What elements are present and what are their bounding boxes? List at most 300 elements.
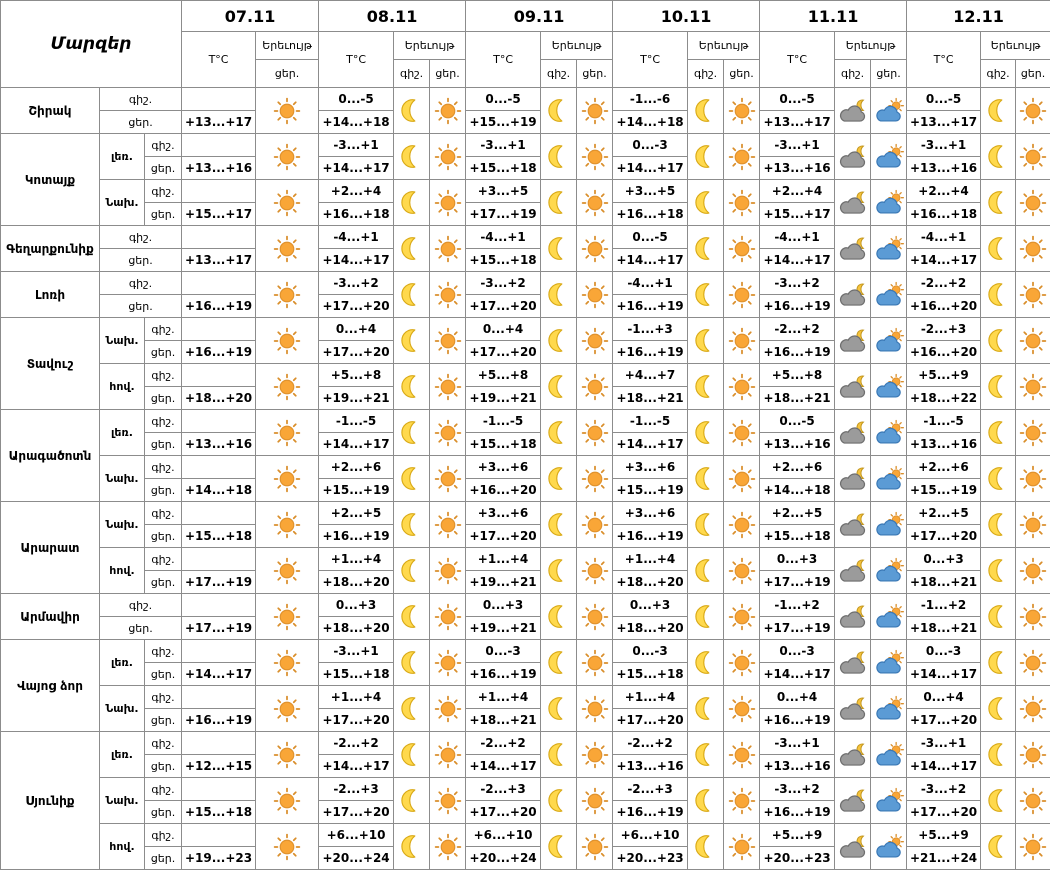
phenomenon-cell [430, 456, 466, 502]
sun-icon [1016, 557, 1050, 585]
day-subheader: ցեր. [871, 60, 907, 88]
sun-icon [724, 419, 759, 447]
phenomenon-cell [688, 686, 724, 732]
night-temp-cell: -3...+2 [319, 272, 394, 295]
cloud-sun-icon [871, 557, 906, 585]
cloud-sun-icon [871, 649, 906, 677]
phenomenon-cell [256, 134, 319, 180]
phenomenon-cell [430, 778, 466, 824]
moon-icon [394, 741, 429, 768]
day-subheader: ցեր. [430, 60, 466, 88]
moon-icon [394, 557, 429, 584]
phenomenon-cell [835, 778, 871, 824]
day-temp-cell: +13...+17 [760, 111, 835, 134]
phenomenon-cell [871, 824, 907, 870]
night-label-cell: գիշ. [145, 686, 182, 709]
phenomenon-cell [541, 364, 577, 410]
region-cell: Սյունիք [1, 732, 100, 870]
phenomenon-cell [394, 456, 430, 502]
day-subheader: ցեր. [724, 60, 760, 88]
day-temp-cell: +18...+21 [760, 387, 835, 410]
sun-icon [256, 465, 318, 493]
day-temp-cell: +14...+17 [319, 433, 394, 456]
moon-icon [688, 511, 723, 538]
phenomenon-cell [541, 502, 577, 548]
cloud-sun-icon [871, 695, 906, 723]
moon-icon [394, 143, 429, 170]
cloud-moon-icon [835, 557, 870, 584]
phenomenon-cell [394, 594, 430, 640]
day-temp-cell: +14...+17 [907, 663, 981, 686]
day-label-cell: ցեր. [100, 249, 182, 272]
night-row [1, 778, 1050, 801]
moon-icon [541, 235, 576, 262]
moon-icon [541, 281, 576, 308]
phenomenon-cell [835, 594, 871, 640]
night-temp-cell [182, 778, 256, 801]
phenomenon-cell [724, 134, 760, 180]
phenomenon-cell [1016, 594, 1050, 640]
phenomenon-cell [835, 410, 871, 456]
night-temp-cell: +2...+5 [907, 502, 981, 525]
night-subheader: գիշ. [981, 60, 1016, 88]
phenomenon-cell [394, 134, 430, 180]
day-temp-cell: +17...+19 [182, 571, 256, 594]
sun-icon [1016, 511, 1050, 539]
night-temp-cell: -2...+3 [319, 778, 394, 801]
day-temp-cell: +20...+24 [466, 847, 541, 870]
sun-icon [577, 557, 612, 585]
phenomenon-cell [835, 640, 871, 686]
night-row [1, 88, 1050, 111]
phenomenon-cell [1016, 134, 1050, 180]
day-label-cell: ցեր. [145, 479, 182, 502]
moon-icon [688, 833, 723, 860]
cloud-sun-icon [871, 833, 906, 861]
night-temp-cell: -3...+1 [907, 134, 981, 157]
cloud-sun-icon [871, 281, 906, 309]
sun-icon [724, 327, 759, 355]
moon-icon [541, 465, 576, 492]
zone-cell: լեռ. [100, 134, 145, 180]
sun-icon [430, 741, 465, 769]
night-temp-cell: +1...+4 [466, 548, 541, 571]
phenomenon-cell [724, 824, 760, 870]
day-label-cell: ցեր. [145, 709, 182, 732]
phenomenon-cell [688, 824, 724, 870]
temp-column-header: T°C [466, 32, 541, 88]
sun-icon [577, 695, 612, 723]
day-temp-cell: +13...+17 [182, 249, 256, 272]
cloud-moon-icon [835, 327, 870, 354]
moon-icon [688, 557, 723, 584]
night-temp-cell: +5...+9 [907, 364, 981, 387]
phenomenon-cell [256, 548, 319, 594]
night-label-cell: գիշ. [145, 640, 182, 663]
phenomenon-cell [394, 502, 430, 548]
phenomenon-column-header: Երեւույթ [394, 32, 466, 60]
moon-icon [981, 511, 1015, 538]
moon-icon [688, 787, 723, 814]
cloud-moon-icon [835, 143, 870, 170]
day-label-cell: ցեր. [145, 341, 182, 364]
phenomenon-cell [541, 686, 577, 732]
phenomenon-cell [430, 824, 466, 870]
moon-icon [981, 97, 1015, 124]
phenomenon-cell [981, 640, 1016, 686]
zone-cell: Նախ. [100, 778, 145, 824]
day-temp-cell: +16...+20 [466, 479, 541, 502]
sun-icon [577, 833, 612, 861]
day-temp-cell: +15...+18 [466, 249, 541, 272]
phenomenon-cell [430, 226, 466, 272]
phenomenon-cell [430, 686, 466, 732]
zone-cell: Նախ. [100, 456, 145, 502]
day-temp-cell: +14...+17 [613, 157, 688, 180]
night-label-cell: գիշ. [145, 134, 182, 157]
day-temp-cell: +16...+18 [613, 203, 688, 226]
sun-icon [1016, 97, 1050, 125]
day-temp-cell: +18...+20 [319, 617, 394, 640]
night-temp-cell: 0...-5 [760, 410, 835, 433]
phenomenon-cell [256, 226, 319, 272]
moon-icon [981, 143, 1015, 170]
moon-icon [394, 373, 429, 400]
cloud-moon-icon [835, 235, 870, 262]
day-temp-cell: +15...+18 [466, 157, 541, 180]
phenomenon-cell [1016, 640, 1050, 686]
day-temp-cell: +18...+20 [182, 387, 256, 410]
phenomenon-cell [835, 732, 871, 778]
day-temp-cell: +13...+16 [182, 157, 256, 180]
sun-icon [430, 143, 465, 171]
night-subheader: գիշ. [688, 60, 724, 88]
sun-icon [256, 695, 318, 723]
moon-icon [981, 189, 1015, 216]
sun-icon [256, 373, 318, 401]
phenomenon-cell [541, 88, 577, 134]
sun-icon [724, 557, 759, 585]
day-label-cell: ցեր. [100, 617, 182, 640]
sun-icon [430, 787, 465, 815]
night-temp-cell: -3...+1 [319, 640, 394, 663]
moon-icon [688, 741, 723, 768]
night-label-cell: գիշ. [100, 88, 182, 111]
sun-icon [1016, 281, 1050, 309]
day-temp-cell: +17...+20 [466, 341, 541, 364]
phenomenon-cell [981, 318, 1016, 364]
day-temp-cell: +13...+16 [760, 755, 835, 778]
phenomenon-cell [871, 732, 907, 778]
cloud-moon-icon [835, 97, 870, 124]
phenomenon-column-header: Երեւույթ [256, 32, 319, 60]
moon-icon [394, 327, 429, 354]
night-temp-cell [182, 824, 256, 847]
cloud-sun-icon [871, 465, 906, 493]
phenomenon-cell [577, 410, 613, 456]
sun-icon [430, 235, 465, 263]
day-temp-cell: +13...+16 [182, 433, 256, 456]
phenomenon-cell [871, 272, 907, 318]
day-temp-cell: +15...+18 [466, 433, 541, 456]
night-temp-cell: +3...+6 [613, 456, 688, 479]
phenomenon-cell [1016, 318, 1050, 364]
temp-column-header: T°C [319, 32, 394, 88]
moon-icon [541, 695, 576, 722]
moon-icon [394, 235, 429, 262]
day-temp-cell: +15...+18 [319, 663, 394, 686]
day-temp-cell: +17...+19 [182, 617, 256, 640]
night-label-cell: գիշ. [145, 548, 182, 571]
moon-icon [394, 511, 429, 538]
cloud-sun-icon [871, 373, 906, 401]
night-temp-cell [182, 272, 256, 295]
phenomenon-cell [430, 180, 466, 226]
day-temp-cell: +16...+19 [319, 525, 394, 548]
day-temp-cell: +13...+17 [907, 111, 981, 134]
day-temp-cell: +13...+16 [907, 157, 981, 180]
day-temp-cell: +15...+17 [182, 203, 256, 226]
phenomenon-cell [724, 640, 760, 686]
night-temp-cell: -2...+2 [760, 318, 835, 341]
day-temp-cell: +19...+21 [466, 571, 541, 594]
phenomenon-cell [688, 134, 724, 180]
phenomenon-cell [724, 456, 760, 502]
phenomenon-cell [541, 824, 577, 870]
night-temp-cell: -3...+2 [760, 778, 835, 801]
night-temp-cell: +3...+6 [466, 502, 541, 525]
phenomenon-cell [430, 364, 466, 410]
night-temp-cell: +5...+9 [760, 824, 835, 847]
day-temp-cell: +17...+20 [907, 801, 981, 824]
day-temp-cell: +14...+17 [182, 663, 256, 686]
phenomenon-cell [577, 548, 613, 594]
phenomenon-cell [577, 364, 613, 410]
night-temp-cell: +6...+10 [319, 824, 394, 847]
moon-icon [541, 557, 576, 584]
phenomenon-cell [688, 226, 724, 272]
day-temp-cell: +14...+17 [907, 755, 981, 778]
phenomenon-cell [430, 88, 466, 134]
night-temp-cell: -1...-5 [907, 410, 981, 433]
phenomenon-cell [688, 502, 724, 548]
moon-icon [541, 419, 576, 446]
night-label-cell: գիշ. [145, 778, 182, 801]
night-temp-cell: -1...-5 [613, 410, 688, 433]
night-temp-cell: -3...+1 [760, 134, 835, 157]
phenomenon-cell [577, 272, 613, 318]
phenomenon-cell [835, 456, 871, 502]
sun-icon [577, 97, 612, 125]
moon-icon [981, 787, 1015, 814]
day-temp-cell: +14...+17 [760, 249, 835, 272]
night-temp-cell: 0...-3 [613, 640, 688, 663]
phenomenon-cell [430, 594, 466, 640]
zone-cell: հով. [100, 364, 145, 410]
phenomenon-cell [981, 548, 1016, 594]
moon-icon [394, 465, 429, 492]
table-header [1, 1, 1050, 88]
day-temp-cell: +17...+20 [319, 709, 394, 732]
zone-cell: Նախ. [100, 180, 145, 226]
phenomenon-cell [256, 318, 319, 364]
date-header-08.11: 08.11 [319, 1, 466, 32]
day-temp-cell: +16...+19 [182, 709, 256, 732]
phenomenon-cell [688, 410, 724, 456]
phenomenon-cell [871, 548, 907, 594]
night-temp-cell: -1...+2 [907, 594, 981, 617]
moon-icon [981, 373, 1015, 400]
region-cell: Տավուշ [1, 318, 100, 410]
phenomenon-cell [981, 778, 1016, 824]
night-temp-cell [182, 686, 256, 709]
night-temp-cell: 0...+3 [319, 594, 394, 617]
night-row [1, 686, 1050, 709]
day-temp-cell: +19...+21 [466, 617, 541, 640]
phenomenon-cell [256, 732, 319, 778]
sun-icon [577, 465, 612, 493]
date-header-11.11: 11.11 [760, 1, 907, 32]
night-temp-cell: 0...-5 [466, 88, 541, 111]
sun-icon [1016, 189, 1050, 217]
day-temp-cell: +16...+20 [907, 295, 981, 318]
day-label-cell: ցեր. [145, 387, 182, 410]
sun-icon [1016, 235, 1050, 263]
sun-icon [724, 143, 759, 171]
sun-icon [1016, 465, 1050, 493]
phenomenon-cell [394, 226, 430, 272]
night-temp-cell: +4...+7 [613, 364, 688, 387]
night-temp-cell: +3...+6 [466, 456, 541, 479]
night-temp-cell: -1...+2 [760, 594, 835, 617]
phenomenon-cell [430, 134, 466, 180]
night-temp-cell: +3...+5 [613, 180, 688, 203]
sun-icon [256, 557, 318, 585]
night-subheader: գիշ. [541, 60, 577, 88]
night-label-cell: գիշ. [145, 180, 182, 203]
sun-icon [1016, 327, 1050, 355]
sun-icon [256, 327, 318, 355]
moon-icon [541, 741, 576, 768]
moon-icon [541, 649, 576, 676]
moon-icon [394, 649, 429, 676]
night-temp-cell: 0...+4 [760, 686, 835, 709]
cloud-sun-icon [871, 143, 906, 171]
sun-icon [256, 603, 318, 631]
moon-icon [981, 695, 1015, 722]
temp-column-header: T°C [613, 32, 688, 88]
night-temp-cell: -1...-6 [613, 88, 688, 111]
sun-icon [1016, 695, 1050, 723]
day-temp-cell: +14...+18 [613, 111, 688, 134]
night-label-cell: գիշ. [100, 594, 182, 617]
phenomenon-cell [1016, 456, 1050, 502]
day-temp-cell: +13...+17 [182, 111, 256, 134]
night-temp-cell [182, 318, 256, 341]
night-temp-cell: 0...-5 [613, 226, 688, 249]
phenomenon-cell [1016, 548, 1050, 594]
day-temp-cell: +14...+18 [182, 479, 256, 502]
night-row [1, 410, 1050, 433]
day-temp-cell: +16...+19 [760, 801, 835, 824]
phenomenon-cell [688, 272, 724, 318]
region-cell: Արարատ [1, 502, 100, 594]
sun-icon [430, 189, 465, 217]
moon-icon [688, 143, 723, 170]
phenomenon-cell [981, 502, 1016, 548]
night-temp-cell [182, 134, 256, 157]
moon-icon [688, 235, 723, 262]
moon-icon [394, 695, 429, 722]
region-cell: Լոռի [1, 272, 100, 318]
night-temp-cell: 0...+3 [613, 594, 688, 617]
moon-icon [688, 281, 723, 308]
phenomenon-cell [1016, 88, 1050, 134]
night-row [1, 548, 1050, 571]
phenomenon-cell [688, 594, 724, 640]
phenomenon-cell [577, 88, 613, 134]
phenomenon-cell [871, 226, 907, 272]
sun-icon [724, 511, 759, 539]
night-temp-cell: -3...+1 [760, 732, 835, 755]
day-temp-cell: +16...+19 [613, 525, 688, 548]
night-temp-cell [182, 594, 256, 617]
cloud-sun-icon [871, 189, 906, 217]
night-temp-cell [182, 226, 256, 249]
phenomenon-cell [871, 640, 907, 686]
day-temp-cell: +18...+21 [613, 387, 688, 410]
phenomenon-cell [724, 180, 760, 226]
night-temp-cell: 0...-3 [907, 640, 981, 663]
phenomenon-cell [688, 456, 724, 502]
temp-column-header: T°C [760, 32, 835, 88]
moon-icon [394, 787, 429, 814]
night-label-cell: գիշ. [145, 410, 182, 433]
moon-icon [394, 419, 429, 446]
phenomenon-cell [724, 364, 760, 410]
moon-icon [541, 833, 576, 860]
day-temp-cell: +17...+20 [907, 709, 981, 732]
sun-icon [430, 465, 465, 493]
phenomenon-column-header: Երեւույթ [981, 32, 1050, 60]
night-temp-cell [182, 502, 256, 525]
phenomenon-cell [724, 88, 760, 134]
day-temp-cell: +17...+19 [760, 617, 835, 640]
phenomenon-cell [981, 410, 1016, 456]
day-label-cell: ցեր. [145, 663, 182, 686]
sun-icon [1016, 143, 1050, 171]
sun-icon [724, 603, 759, 631]
night-temp-cell: 0...+3 [466, 594, 541, 617]
sun-icon [430, 557, 465, 585]
phenomenon-cell [541, 548, 577, 594]
phenomenon-cell [394, 686, 430, 732]
moon-icon [541, 189, 576, 216]
phenomenon-column-header: Երեւույթ [541, 32, 613, 60]
sun-icon [1016, 833, 1050, 861]
day-temp-cell: +20...+23 [760, 847, 835, 870]
night-subheader: գիշ. [394, 60, 430, 88]
phenomenon-cell [981, 456, 1016, 502]
phenomenon-cell [577, 732, 613, 778]
phenomenon-cell [541, 640, 577, 686]
phenomenon-cell [871, 318, 907, 364]
sun-icon [724, 695, 759, 723]
phenomenon-cell [256, 410, 319, 456]
phenomenon-cell [724, 226, 760, 272]
moon-icon [541, 97, 576, 124]
cloud-sun-icon [871, 97, 906, 125]
